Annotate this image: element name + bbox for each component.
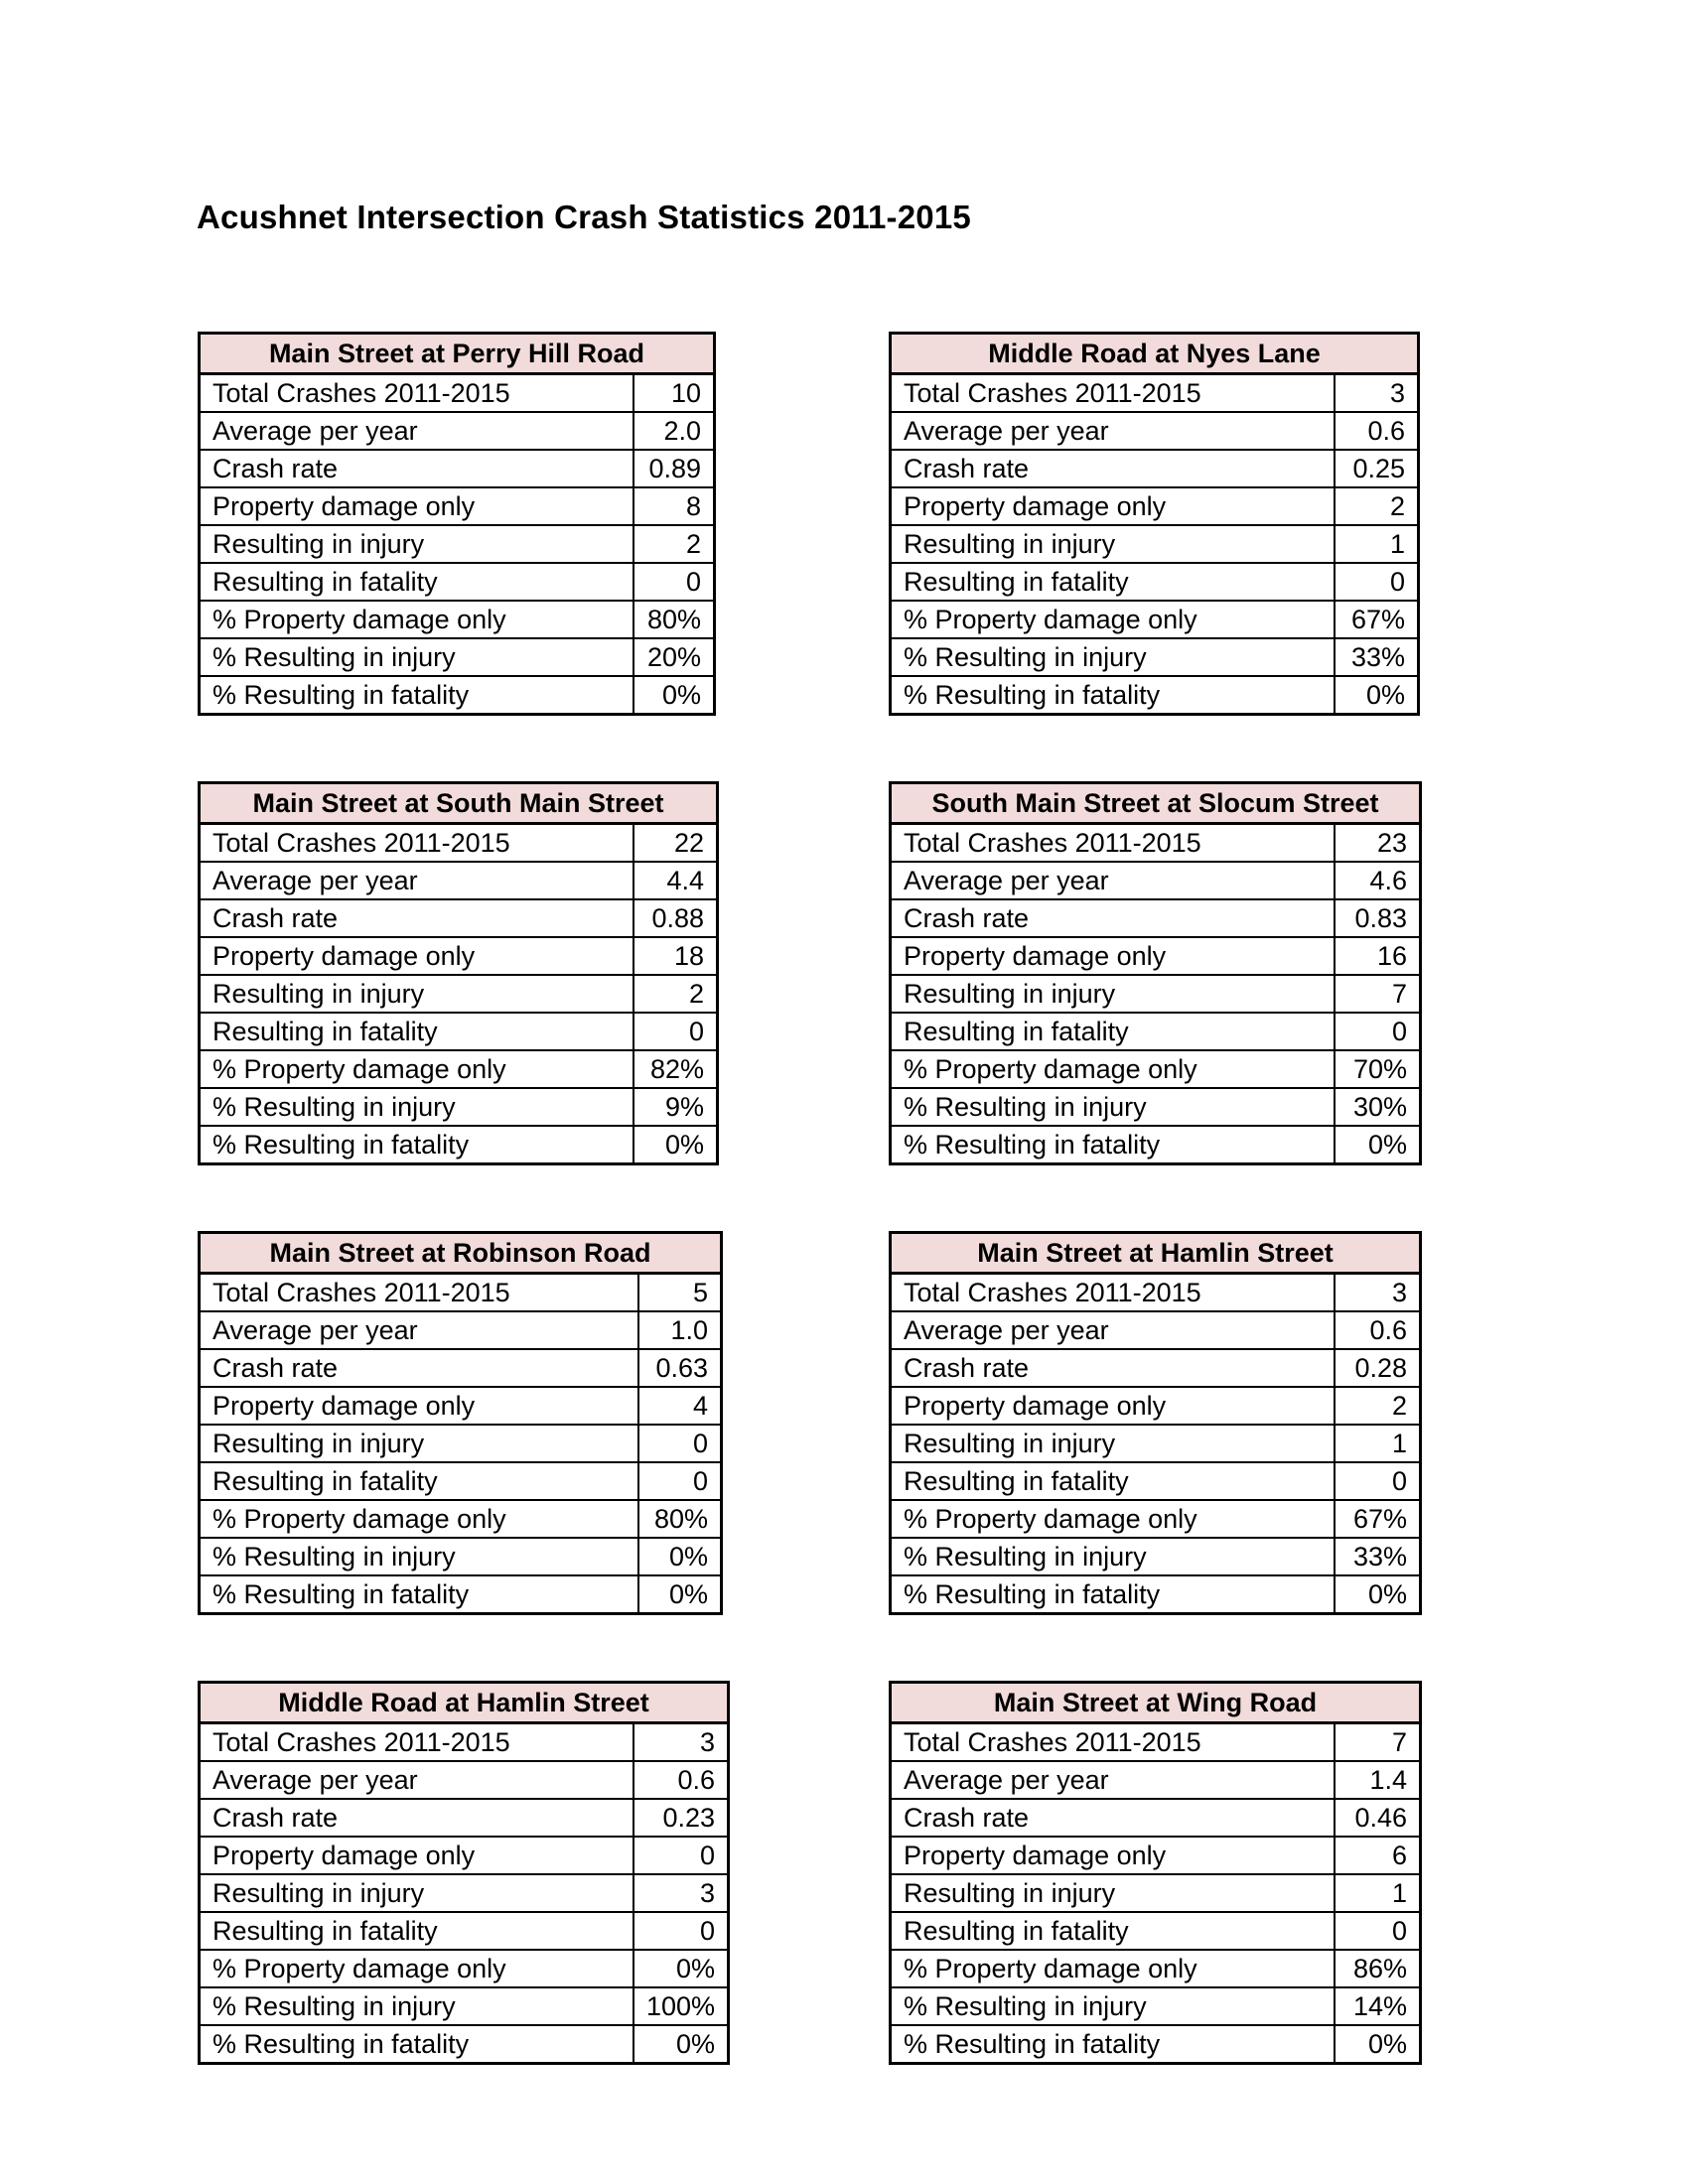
table-row xyxy=(200,1425,722,1462)
row-value-total-crashes-2011-2015: 23 xyxy=(1335,824,1421,863)
table-row xyxy=(891,1761,1421,1799)
row-value-resulting-in-fatality: 0 xyxy=(1335,1462,1421,1500)
table-row xyxy=(200,412,715,450)
table-row xyxy=(891,1425,1421,1462)
table-row xyxy=(891,1500,1421,1538)
table-row xyxy=(891,975,1421,1013)
row-value-resulting-in-fatality: 0 xyxy=(633,1013,718,1050)
table-row xyxy=(200,1500,722,1538)
table-row xyxy=(891,1349,1421,1387)
row-label-total-crashes-2011-2015: Total Crashes 2011-2015 xyxy=(200,374,633,413)
row-value-pct-property-damage-only: 80% xyxy=(638,1500,722,1538)
crash-table-main-street-at-wing-road xyxy=(889,1681,1422,2065)
table-row xyxy=(891,487,1419,525)
row-label-pct-property-damage-only: % Property damage only xyxy=(891,1950,1335,1987)
crash-table-main-street-at-hamlin-street xyxy=(889,1231,1422,1615)
row-label-pct-resulting-in-fatality: % Resulting in fatality xyxy=(891,1575,1335,1614)
table-row xyxy=(891,1088,1421,1126)
row-label-crash-rate: Crash rate xyxy=(891,450,1335,487)
row-value-property-damage-only: 6 xyxy=(1335,1837,1421,1874)
row-value-pct-resulting-in-fatality: 0% xyxy=(633,1126,718,1164)
row-value-crash-rate: 0.23 xyxy=(633,1799,729,1837)
row-label-pct-property-damage-only: % Property damage only xyxy=(200,1500,638,1538)
row-value-total-crashes-2011-2015: 5 xyxy=(638,1274,722,1312)
table-row xyxy=(891,1987,1421,2025)
row-label-pct-property-damage-only: % Property damage only xyxy=(200,1950,633,1987)
row-value-pct-resulting-in-fatality: 0% xyxy=(638,1575,722,1614)
row-label-pct-resulting-in-injury: % Resulting in injury xyxy=(200,638,633,676)
row-label-pct-property-damage-only: % Property damage only xyxy=(891,601,1335,638)
table-row xyxy=(891,1126,1421,1164)
row-value-average-per-year: 2.0 xyxy=(633,412,715,450)
table-row xyxy=(891,1013,1421,1050)
row-label-resulting-in-injury: Resulting in injury xyxy=(200,525,633,563)
table-row xyxy=(891,412,1419,450)
row-value-pct-resulting-in-injury: 20% xyxy=(633,638,715,676)
row-label-resulting-in-fatality: Resulting in fatality xyxy=(891,563,1335,601)
row-value-total-crashes-2011-2015: 22 xyxy=(633,824,718,863)
row-value-property-damage-only: 2 xyxy=(1335,1387,1421,1425)
table-row xyxy=(891,1311,1421,1349)
row-label-crash-rate: Crash rate xyxy=(891,899,1335,937)
table-row xyxy=(891,1538,1421,1575)
row-value-resulting-in-fatality: 0 xyxy=(638,1462,722,1500)
row-value-resulting-in-fatality: 0 xyxy=(633,1912,729,1950)
row-value-pct-property-damage-only: 82% xyxy=(633,1050,718,1088)
row-value-resulting-in-fatality: 0 xyxy=(1335,1912,1421,1950)
row-value-pct-resulting-in-fatality: 0% xyxy=(633,676,715,715)
row-label-pct-resulting-in-injury: % Resulting in injury xyxy=(891,1538,1335,1575)
row-label-pct-resulting-in-fatality: % Resulting in fatality xyxy=(200,2025,633,2064)
row-value-crash-rate: 0.83 xyxy=(1335,899,1421,937)
row-label-crash-rate: Crash rate xyxy=(200,1349,638,1387)
row-value-crash-rate: 0.25 xyxy=(1335,450,1419,487)
table-row xyxy=(891,937,1421,975)
row-label-property-damage-only: Property damage only xyxy=(200,1387,638,1425)
crash-table-main-street-at-south-main-street xyxy=(198,781,719,1165)
row-label-resulting-in-injury: Resulting in injury xyxy=(200,975,633,1013)
table-row xyxy=(891,1912,1421,1950)
row-label-pct-resulting-in-fatality: % Resulting in fatality xyxy=(200,1126,633,1164)
table-row xyxy=(891,563,1419,601)
row-label-pct-resulting-in-fatality: % Resulting in fatality xyxy=(891,1126,1335,1164)
row-label-total-crashes-2011-2015: Total Crashes 2011-2015 xyxy=(891,1723,1335,1762)
row-value-crash-rate: 0.46 xyxy=(1335,1799,1421,1837)
table-row xyxy=(891,1387,1421,1425)
crash-table-south-main-street-at-slocum-street xyxy=(889,781,1422,1165)
crash-table-middle-road-at-hamlin-street xyxy=(198,1681,730,2065)
table-header: Main Street at Robinson Road xyxy=(200,1233,722,1274)
row-label-pct-resulting-in-fatality: % Resulting in fatality xyxy=(891,2025,1335,2064)
row-value-resulting-in-fatality: 0 xyxy=(1335,1013,1421,1050)
row-label-total-crashes-2011-2015: Total Crashes 2011-2015 xyxy=(891,824,1335,863)
table-header: Main Street at Perry Hill Road xyxy=(200,334,715,374)
table-row xyxy=(200,1987,729,2025)
row-value-pct-property-damage-only: 86% xyxy=(1335,1950,1421,1987)
table-row xyxy=(891,1462,1421,1500)
row-label-property-damage-only: Property damage only xyxy=(891,937,1335,975)
row-label-average-per-year: Average per year xyxy=(891,1311,1335,1349)
table-row xyxy=(200,1349,722,1387)
table-row xyxy=(200,975,718,1013)
table-row xyxy=(891,1837,1421,1874)
row-value-property-damage-only: 4 xyxy=(638,1387,722,1425)
row-label-pct-property-damage-only: % Property damage only xyxy=(200,601,633,638)
table-row xyxy=(200,899,718,937)
row-value-pct-resulting-in-injury: 30% xyxy=(1335,1088,1421,1126)
row-label-resulting-in-injury: Resulting in injury xyxy=(200,1425,638,1462)
row-label-pct-resulting-in-injury: % Resulting in injury xyxy=(891,1088,1335,1126)
row-label-pct-resulting-in-fatality: % Resulting in fatality xyxy=(891,676,1335,715)
table-row xyxy=(200,601,715,638)
table-header: South Main Street at Slocum Street xyxy=(891,783,1421,824)
row-value-crash-rate: 0.88 xyxy=(633,899,718,937)
row-value-pct-resulting-in-injury: 100% xyxy=(633,1987,729,2025)
table-row xyxy=(891,374,1419,413)
row-label-resulting-in-fatality: Resulting in fatality xyxy=(891,1013,1335,1050)
row-label-total-crashes-2011-2015: Total Crashes 2011-2015 xyxy=(200,824,633,863)
row-value-pct-property-damage-only: 67% xyxy=(1335,601,1419,638)
table-row xyxy=(200,1799,729,1837)
row-label-resulting-in-fatality: Resulting in fatality xyxy=(200,1462,638,1500)
row-value-resulting-in-injury: 7 xyxy=(1335,975,1421,1013)
row-value-crash-rate: 0.28 xyxy=(1335,1349,1421,1387)
row-label-pct-resulting-in-injury: % Resulting in injury xyxy=(200,1987,633,2025)
row-value-pct-resulting-in-injury: 14% xyxy=(1335,1987,1421,2025)
row-value-pct-resulting-in-injury: 0% xyxy=(638,1538,722,1575)
table-row xyxy=(200,450,715,487)
row-value-resulting-in-fatality: 0 xyxy=(1335,563,1419,601)
row-label-average-per-year: Average per year xyxy=(891,1761,1335,1799)
row-label-total-crashes-2011-2015: Total Crashes 2011-2015 xyxy=(891,1274,1335,1312)
row-label-crash-rate: Crash rate xyxy=(200,450,633,487)
table-row xyxy=(891,1874,1421,1912)
row-label-resulting-in-injury: Resulting in injury xyxy=(891,525,1335,563)
row-label-property-damage-only: Property damage only xyxy=(200,487,633,525)
row-label-property-damage-only: Property damage only xyxy=(891,1387,1335,1425)
table-row xyxy=(200,1837,729,1874)
table-row xyxy=(891,1274,1421,1312)
row-value-crash-rate: 0.63 xyxy=(638,1349,722,1387)
row-label-property-damage-only: Property damage only xyxy=(200,937,633,975)
row-label-average-per-year: Average per year xyxy=(891,412,1335,450)
row-value-property-damage-only: 8 xyxy=(633,487,715,525)
row-label-resulting-in-injury: Resulting in injury xyxy=(200,1874,633,1912)
table-row xyxy=(200,374,715,413)
table-row xyxy=(891,1723,1421,1762)
row-value-average-per-year: 0.6 xyxy=(1335,1311,1421,1349)
row-label-resulting-in-fatality: Resulting in fatality xyxy=(200,563,633,601)
row-value-property-damage-only: 18 xyxy=(633,937,718,975)
row-value-resulting-in-injury: 2 xyxy=(633,525,715,563)
row-label-pct-property-damage-only: % Property damage only xyxy=(891,1500,1335,1538)
row-value-crash-rate: 0.89 xyxy=(633,450,715,487)
row-value-resulting-in-injury: 0 xyxy=(638,1425,722,1462)
row-value-total-crashes-2011-2015: 10 xyxy=(633,374,715,413)
table-header: Main Street at Wing Road xyxy=(891,1683,1421,1723)
row-value-pct-resulting-in-injury: 33% xyxy=(1335,1538,1421,1575)
table-row xyxy=(891,1575,1421,1614)
table-row xyxy=(200,563,715,601)
page-title: Acushnet Intersection Crash Statistics 2011-2015 xyxy=(197,199,971,235)
row-label-average-per-year: Average per year xyxy=(200,1311,638,1349)
row-value-resulting-in-injury: 1 xyxy=(1335,525,1419,563)
crash-table-main-street-at-perry-hill-road xyxy=(198,332,716,716)
table-row xyxy=(891,1799,1421,1837)
row-value-resulting-in-fatality: 0 xyxy=(633,563,715,601)
row-label-pct-resulting-in-injury: % Resulting in injury xyxy=(891,1987,1335,2025)
row-label-average-per-year: Average per year xyxy=(200,1761,633,1799)
row-value-average-per-year: 1.0 xyxy=(638,1311,722,1349)
table-row xyxy=(891,824,1421,863)
table-header: Middle Road at Nyes Lane xyxy=(891,334,1419,374)
table-row xyxy=(200,1723,729,1762)
row-value-property-damage-only: 0 xyxy=(633,1837,729,1874)
table-row xyxy=(200,862,718,899)
table-row xyxy=(200,1950,729,1987)
row-value-property-damage-only: 16 xyxy=(1335,937,1421,975)
row-label-average-per-year: Average per year xyxy=(891,862,1335,899)
row-value-total-crashes-2011-2015: 3 xyxy=(1335,1274,1421,1312)
row-label-resulting-in-injury: Resulting in injury xyxy=(891,1425,1335,1462)
row-label-pct-resulting-in-injury: % Resulting in injury xyxy=(200,1088,633,1126)
table-row xyxy=(200,525,715,563)
row-label-average-per-year: Average per year xyxy=(200,412,633,450)
row-value-total-crashes-2011-2015: 3 xyxy=(633,1723,729,1762)
row-value-average-per-year: 4.6 xyxy=(1335,862,1421,899)
crash-table-middle-road-at-nyes-lane xyxy=(889,332,1420,716)
row-value-resulting-in-injury: 1 xyxy=(1335,1874,1421,1912)
table-row xyxy=(200,1575,722,1614)
row-label-resulting-in-injury: Resulting in injury xyxy=(891,975,1335,1013)
table-row xyxy=(200,1274,722,1312)
row-label-crash-rate: Crash rate xyxy=(200,1799,633,1837)
crash-table-main-street-at-robinson-road xyxy=(198,1231,723,1615)
row-label-resulting-in-fatality: Resulting in fatality xyxy=(200,1013,633,1050)
table-row xyxy=(891,601,1419,638)
row-value-pct-resulting-in-fatality: 0% xyxy=(633,2025,729,2064)
row-value-average-per-year: 0.6 xyxy=(633,1761,729,1799)
table-row xyxy=(891,1950,1421,1987)
row-value-resulting-in-injury: 2 xyxy=(633,975,718,1013)
table-row xyxy=(891,450,1419,487)
row-label-resulting-in-fatality: Resulting in fatality xyxy=(891,1912,1335,1950)
table-row xyxy=(891,2025,1421,2064)
table-row xyxy=(200,1050,718,1088)
table-row xyxy=(891,525,1419,563)
row-value-pct-property-damage-only: 80% xyxy=(633,601,715,638)
row-value-property-damage-only: 2 xyxy=(1335,487,1419,525)
table-row xyxy=(200,2025,729,2064)
table-row xyxy=(200,1088,718,1126)
table-row xyxy=(200,1538,722,1575)
row-label-pct-resulting-in-injury: % Resulting in injury xyxy=(200,1538,638,1575)
row-value-pct-property-damage-only: 67% xyxy=(1335,1500,1421,1538)
row-label-pct-resulting-in-fatality: % Resulting in fatality xyxy=(200,1575,638,1614)
row-label-crash-rate: Crash rate xyxy=(891,1349,1335,1387)
row-label-average-per-year: Average per year xyxy=(200,862,633,899)
table-row xyxy=(200,1387,722,1425)
table-row xyxy=(200,1912,729,1950)
table-row xyxy=(200,824,718,863)
table-row xyxy=(200,937,718,975)
table-row xyxy=(200,1311,722,1349)
row-value-pct-resulting-in-fatality: 0% xyxy=(1335,1575,1421,1614)
table-row xyxy=(891,899,1421,937)
row-value-total-crashes-2011-2015: 7 xyxy=(1335,1723,1421,1762)
row-label-total-crashes-2011-2015: Total Crashes 2011-2015 xyxy=(200,1723,633,1762)
table-row xyxy=(200,1013,718,1050)
row-value-total-crashes-2011-2015: 3 xyxy=(1335,374,1419,413)
row-value-pct-resulting-in-fatality: 0% xyxy=(1335,1126,1421,1164)
row-value-pct-resulting-in-fatality: 0% xyxy=(1335,2025,1421,2064)
row-label-property-damage-only: Property damage only xyxy=(200,1837,633,1874)
row-value-average-per-year: 0.6 xyxy=(1335,412,1419,450)
table-header: Main Street at South Main Street xyxy=(200,783,718,824)
row-value-resulting-in-injury: 1 xyxy=(1335,1425,1421,1462)
table-row xyxy=(200,1761,729,1799)
row-label-crash-rate: Crash rate xyxy=(891,1799,1335,1837)
row-label-total-crashes-2011-2015: Total Crashes 2011-2015 xyxy=(200,1274,638,1312)
row-label-resulting-in-fatality: Resulting in fatality xyxy=(891,1462,1335,1500)
row-label-pct-property-damage-only: % Property damage only xyxy=(200,1050,633,1088)
row-value-pct-property-damage-only: 70% xyxy=(1335,1050,1421,1088)
row-label-crash-rate: Crash rate xyxy=(200,899,633,937)
table-header: Middle Road at Hamlin Street xyxy=(200,1683,729,1723)
row-value-pct-property-damage-only: 0% xyxy=(633,1950,729,1987)
table-row xyxy=(200,676,715,715)
table-row xyxy=(891,862,1421,899)
table-row xyxy=(200,487,715,525)
table-row xyxy=(891,676,1419,715)
row-label-pct-resulting-in-fatality: % Resulting in fatality xyxy=(200,676,633,715)
table-row xyxy=(891,1050,1421,1088)
row-value-average-per-year: 4.4 xyxy=(633,862,718,899)
row-value-average-per-year: 1.4 xyxy=(1335,1761,1421,1799)
row-label-pct-property-damage-only: % Property damage only xyxy=(891,1050,1335,1088)
row-label-resulting-in-injury: Resulting in injury xyxy=(891,1874,1335,1912)
table-header: Main Street at Hamlin Street xyxy=(891,1233,1421,1274)
row-label-pct-resulting-in-injury: % Resulting in injury xyxy=(891,638,1335,676)
row-value-resulting-in-injury: 3 xyxy=(633,1874,729,1912)
row-label-total-crashes-2011-2015: Total Crashes 2011-2015 xyxy=(891,374,1335,413)
row-label-property-damage-only: Property damage only xyxy=(891,487,1335,525)
table-row xyxy=(200,1126,718,1164)
table-row xyxy=(200,1874,729,1912)
row-label-property-damage-only: Property damage only xyxy=(891,1837,1335,1874)
table-row xyxy=(200,1462,722,1500)
row-value-pct-resulting-in-injury: 9% xyxy=(633,1088,718,1126)
row-value-pct-resulting-in-injury: 33% xyxy=(1335,638,1419,676)
row-value-pct-resulting-in-fatality: 0% xyxy=(1335,676,1419,715)
table-row xyxy=(200,638,715,676)
row-label-resulting-in-fatality: Resulting in fatality xyxy=(200,1912,633,1950)
table-row xyxy=(891,638,1419,676)
